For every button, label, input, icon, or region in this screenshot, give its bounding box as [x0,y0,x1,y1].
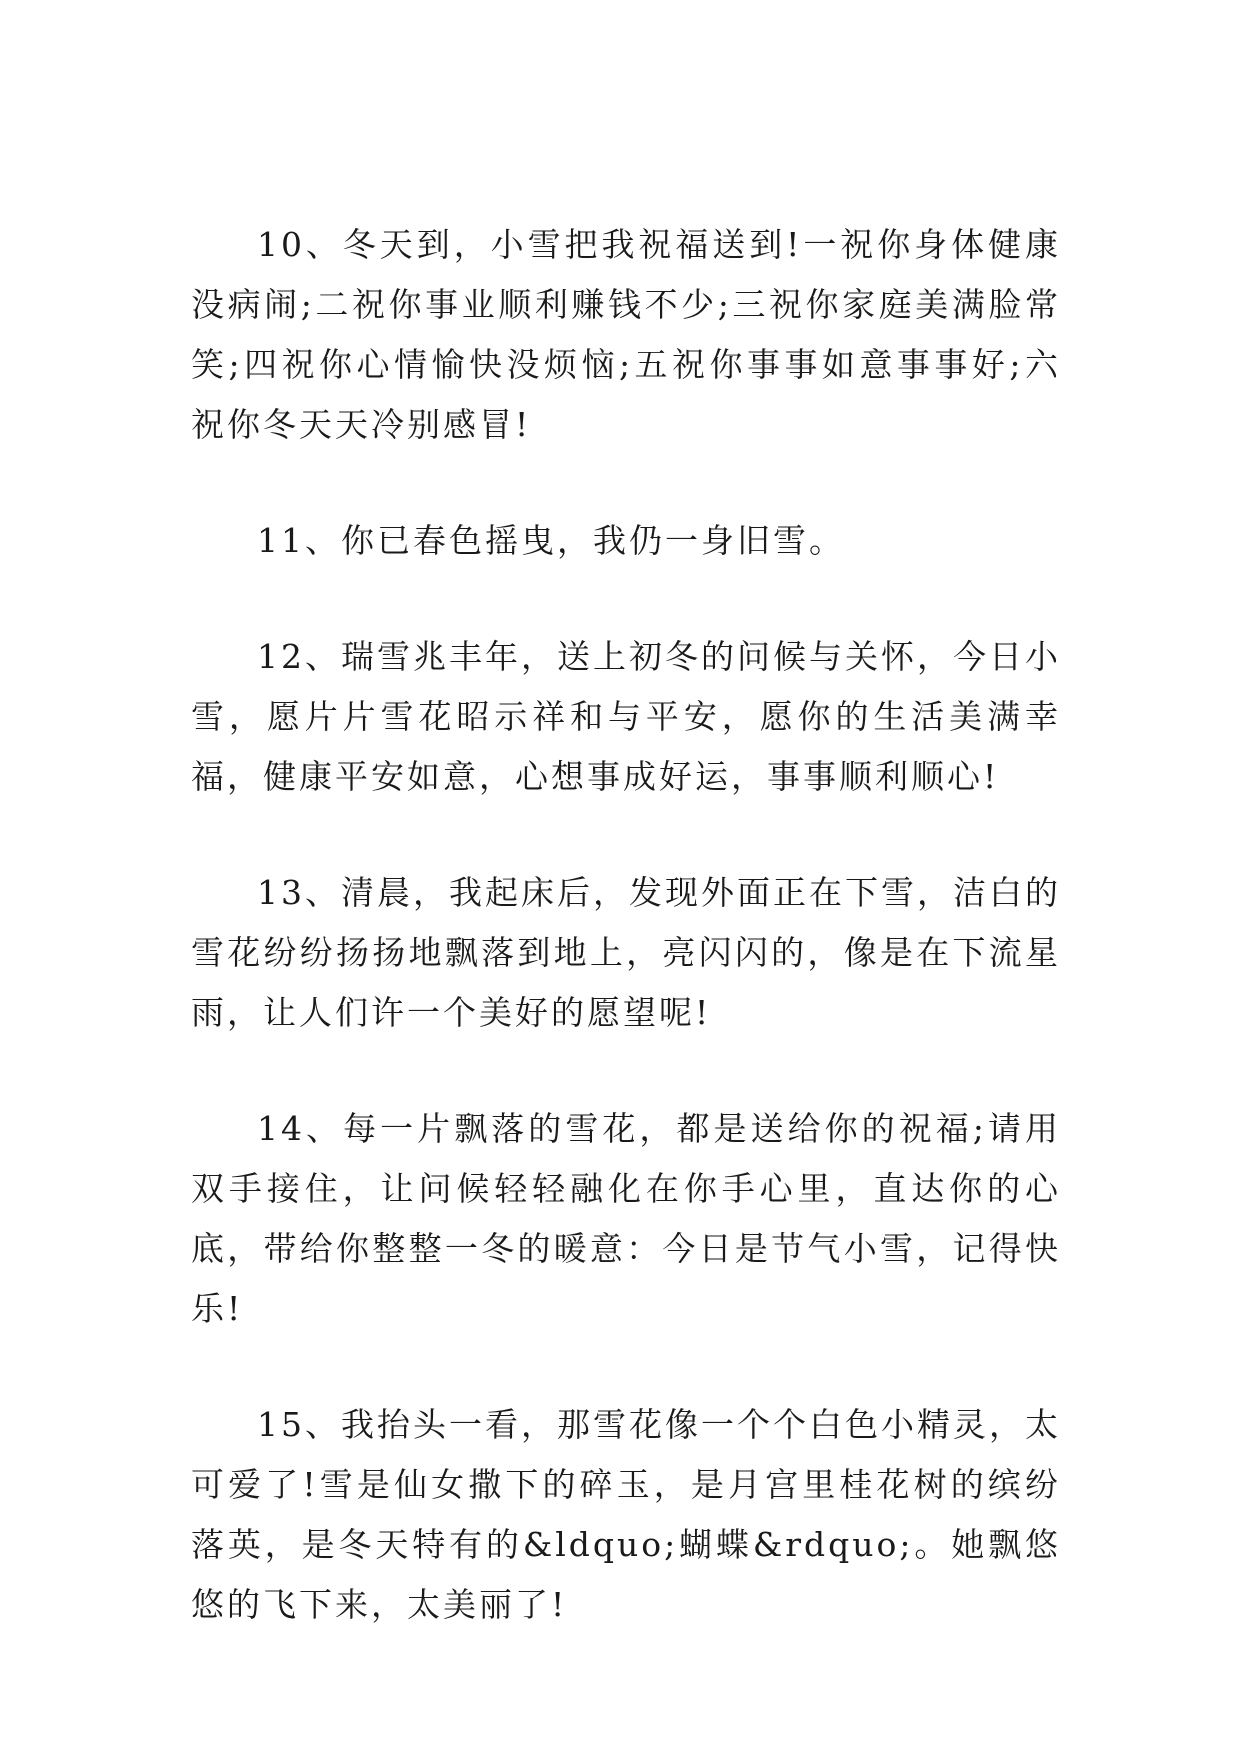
paragraph-15: 15、我抬头一看，那雪花像一个个白色小精灵，太可爱了!雪是仙女撒下的碎玉，是月宫里桂花树的缤纷落英，是冬天特有的&ldquo;蝴蝶&rdquo;。她飘悠悠的飞下来，太美丽了! [191,1405,1061,1624]
paragraph-14: 14、每一片飘落的雪花，都是送给你的祝福;请用双手接住，让问候轻轻融化在你手心里，直达你的心底，带给你整整一冬的暖意：今日是节气小雪，记得快乐! [191,1109,1061,1328]
paragraph-11: 11、你已春色摇曳，我仍一身旧雪。 [257,521,845,560]
paragraph-12: 12、瑞雪兆丰年，送上初冬的问候与关怀，今日小雪，愿片片雪花昭示祥和与平安，愿你的生活美满幸福，健康平安如意，心想事成好运，事事顺利顺心! [191,637,1061,796]
paragraph-13: 13、清晨，我起床后，发现外面正在下雪，洁白的雪花纷纷扬扬地飘落到地上，亮闪闪的，像是在下流星雨，让人们许一个美好的愿望呢! [191,873,1061,1032]
paragraph-10: 10、冬天到，小雪把我祝福送到!一祝你身体健康没病闹;二祝你事业顺利赚钱不少;三祝你家庭美满脸常笑;四祝你心情愉快没烦恼;五祝你事事如意事事好;六祝你冬天天冷别感冒! [191,225,1061,444]
document-body [191,215,1061,1635]
